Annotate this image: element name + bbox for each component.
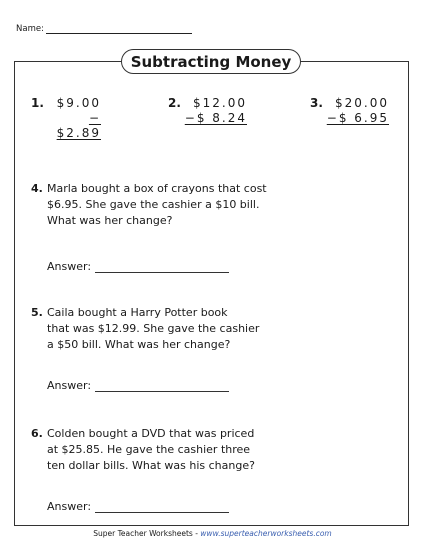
minuend: $12.00 xyxy=(193,96,247,110)
problem-line: What was her change? xyxy=(47,214,173,227)
answer-field[interactable] xyxy=(95,500,229,513)
problem-stack xyxy=(183,96,247,126)
problem-line: Marla bought a box of crayons that cost xyxy=(47,182,267,195)
problem-number: 2. xyxy=(168,96,181,110)
name-field[interactable] xyxy=(46,24,192,34)
problem-line: Caila bought a Harry Potter book xyxy=(47,306,228,319)
problem-line: that was $12.99. She gave the cashier xyxy=(47,322,260,335)
answer-label: Answer: xyxy=(47,260,92,273)
problem-line: $6.95. She gave the cashier a $10 bill. xyxy=(47,198,260,211)
problem-line: a $50 bill. What was her change? xyxy=(47,338,231,351)
problem-text xyxy=(47,181,317,229)
answer-field[interactable] xyxy=(95,379,229,392)
problem-number: 3. xyxy=(310,96,323,110)
answer-label: Answer: xyxy=(47,379,92,392)
problem-number: 1. xyxy=(31,96,44,110)
problem-number: 6. xyxy=(31,427,43,440)
name-row xyxy=(16,24,192,34)
answer-label: Answer: xyxy=(47,500,92,513)
footer xyxy=(0,529,425,538)
worksheet-title: Subtracting Money xyxy=(121,49,301,74)
answer-row-6 xyxy=(47,500,229,513)
footer-url[interactable]: www.superteacherworksheets.com xyxy=(200,529,332,538)
problem-stack xyxy=(325,96,389,126)
problem-text xyxy=(47,426,317,474)
name-label: Name: xyxy=(16,24,44,34)
minuend: $9.00 xyxy=(56,96,101,110)
minuend: $20.00 xyxy=(335,96,389,110)
answer-row-5 xyxy=(47,379,229,392)
problem-number: 4. xyxy=(31,182,43,195)
answer-row-4 xyxy=(47,260,229,273)
answer-field[interactable] xyxy=(95,260,229,273)
subtrahend: −$ 8.24 xyxy=(184,111,247,125)
problem-line: Colden bought a DVD that was priced xyxy=(47,427,255,440)
problem-text xyxy=(47,305,317,353)
footer-brand: Super Teacher Worksheets - xyxy=(93,529,201,538)
problem-number: 5. xyxy=(31,306,43,319)
problem-stack xyxy=(46,96,101,141)
subtrahend: −$ 6.95 xyxy=(326,111,389,125)
problem-line: ten dollar bills. What was his change? xyxy=(47,459,255,472)
problem-line: at $25.85. He gave the cashier three xyxy=(47,443,251,456)
subtrahend: −$2.89 xyxy=(56,111,101,140)
